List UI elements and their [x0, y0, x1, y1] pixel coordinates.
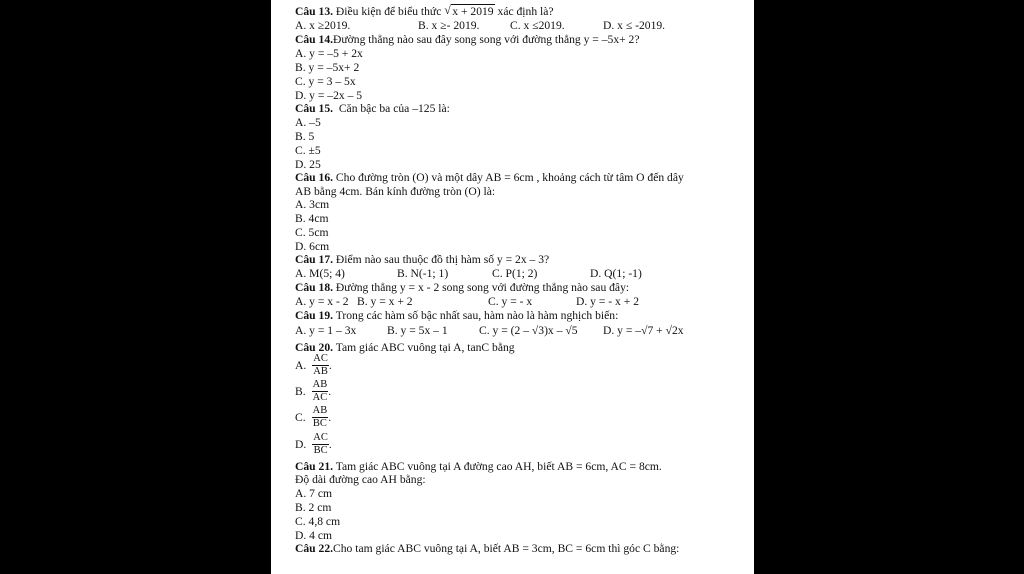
q20-option-c-num: AB [312, 405, 328, 416]
q15-option-a: A. –5 [295, 116, 321, 129]
q14-stem [295, 33, 640, 46]
q18-option-c: C. y = - x [488, 295, 533, 308]
q17-stem [295, 253, 549, 266]
q20-option-b: B. $\frac{AB}{AC}$ . [295, 379, 332, 403]
q13-sqrt: √ x + 2019 [444, 3, 494, 18]
q16-label: Câu 16. [295, 171, 334, 184]
q17-option-c: C. P(1; 2) [492, 267, 538, 280]
q14-option-a: A. y = –5 + 2x [295, 47, 363, 60]
document-page [271, 0, 754, 574]
q21-option-a: A. 7 cm [295, 487, 333, 500]
q20-option-d-letter: D. [295, 438, 307, 451]
q17-option-d: D. Q(1; -1) [590, 267, 642, 280]
q16-option-b: B. 4cm [295, 212, 329, 225]
q13-option-b: B. x ≥- 2019. [418, 19, 480, 32]
q18-option-a: A. y = x - 2 [295, 295, 349, 308]
q17-option-b: B. N(-1; 1) [397, 267, 449, 280]
q19-label: Câu 19. [295, 309, 334, 322]
q16-text: Cho đường tròn (O) và một dây AB = 6cm , khoảng cách từ tâm O đến dây [335, 171, 684, 184]
q15-option-c: C. ±5 [295, 144, 321, 157]
q21-stem-line2: Độ dài đường cao AH bằng: [295, 473, 426, 486]
q20-option-c-fraction [312, 405, 329, 430]
q16-option-a: A. 3cm [295, 198, 330, 211]
q19-option-b: B. y = 5x – 1 [387, 324, 448, 337]
q16-stem-line2: AB bằng 4cm. Bán kính đường tròn (O) là: [295, 185, 496, 198]
q22-label: Câu 22. [295, 542, 334, 555]
q18-stem [295, 281, 629, 294]
q14-label: Câu 14. [295, 33, 334, 46]
q20-option-c: C. $\frac{AB}{BC}$ . [295, 405, 332, 429]
q20-option-a-fraction [312, 353, 329, 378]
q17-label: Câu 17. [295, 253, 334, 266]
q13-label: Câu 13. [295, 5, 334, 18]
q19-option-d: D. y = –√7 + √2x [603, 324, 684, 337]
q13-text-after: xác định là? [497, 5, 554, 18]
q20-option-a-num: AC [313, 353, 328, 364]
q20-option-a: A. $\frac{AC}{AB}$ . [295, 353, 332, 377]
q16-option-d: D. 6cm [295, 240, 330, 253]
q21-option-d: D. 4 cm [295, 529, 333, 542]
q20-option-d-num: AC [313, 432, 328, 443]
q13-option-d: D. x ≤ -2019. [603, 19, 666, 32]
q20-text: Tam giác ABC vuông tại A, tanC bằng [335, 341, 515, 354]
q16-option-c: C. 5cm [295, 226, 329, 239]
q15-stem [295, 102, 450, 115]
q21-text: Tam giác ABC vuông tại A đường cao AH, biết AB = 6cm, AC = 8cm. [335, 460, 662, 473]
q20-option-c-den: BC [312, 418, 327, 429]
q15-label: Câu 15. [295, 102, 334, 115]
q20-option-d-fraction [312, 432, 329, 457]
q18-text: Đường thẳng y = x - 2 song song với đường thẳng nào sau đây: [335, 281, 630, 294]
q18-option-b: B. y = x + 2 [357, 295, 413, 308]
q20-option-b-letter: B. [295, 385, 306, 398]
q17-text: Điểm nào sau thuộc đồ thị hàm số y = 2x – 3? [335, 253, 550, 266]
q15-option-d: D. 25 [295, 158, 321, 171]
q19-stem [295, 309, 618, 322]
q19-option-a: A. y = 1 – 3x [295, 324, 357, 337]
q14-text: Đường thẳng nào sau đây song song với đường thẳng y = –5x+ 2? [333, 33, 640, 46]
q22-stem [295, 542, 679, 555]
q17-option-a: A. M(5; 4) [295, 267, 345, 280]
q16-stem [295, 171, 684, 184]
q14-option-b: B. y = –5x+ 2 [295, 61, 360, 74]
q20-option-a-den: AB [313, 366, 328, 377]
q20-option-c-letter: C. [295, 411, 306, 424]
q18-label: Câu 18. [295, 281, 334, 294]
q22-text: Cho tam giác ABC vuông tại A, biết AB = 3cm, BC = 6cm thì góc C bằng: [333, 542, 680, 555]
q20-option-d: D. $\frac{AC}{BC}$ . [295, 432, 332, 456]
q20-option-b-num: AB [312, 379, 328, 390]
q21-stem [295, 460, 662, 473]
q19-text: Trong các hàm số bậc nhất sau, hàm nào là hàm nghịch biến: [335, 309, 619, 322]
q13-option-c: C. x ≤2019. [510, 19, 565, 32]
q21-option-c: C. 4,8 cm [295, 515, 341, 528]
q14-option-d: D. y = –2x – 5 [295, 89, 363, 102]
q20-label: Câu 20. [295, 341, 334, 354]
q21-option-b: B. 2 cm [295, 501, 332, 514]
q20-option-d-den: BC [313, 445, 328, 456]
q20-option-b-fraction [312, 379, 329, 404]
q14-option-c: C. y = 3 – 5x [295, 75, 356, 88]
q13-text: Điều kiện để biểu thức [335, 5, 442, 18]
q18-option-d: D. y = - x + 2 [576, 295, 639, 308]
q20-option-b-den: AC [312, 392, 328, 403]
q13-stem [295, 5, 554, 18]
q13-option-a: A. x ≥2019. [295, 19, 351, 32]
q15-option-b: B. 5 [295, 130, 315, 143]
q13-radicand: x + 2019 [452, 5, 494, 18]
q20-option-a-letter: A. [295, 359, 307, 372]
q15-text: Căn bậc ba của –125 là: [338, 102, 450, 115]
q19-option-c: C. y = (2 – √3)x – √5 [479, 324, 578, 337]
q21-label: Câu 21. [295, 460, 334, 473]
